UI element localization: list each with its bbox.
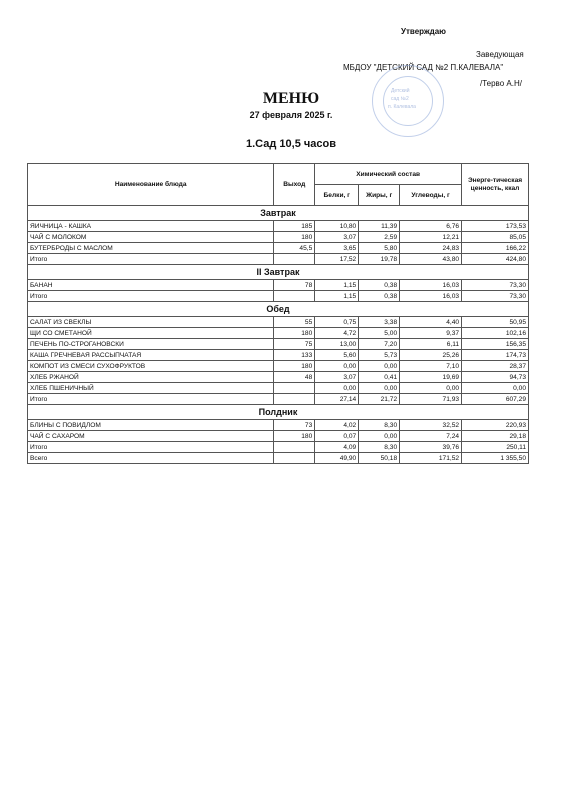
total-fat: 19,78 [359,254,400,265]
total-carbs: 39,76 [400,442,462,453]
dish-energy: 0,00 [462,383,529,394]
dish-protein: 0,75 [315,317,359,328]
total-protein: 17,52 [315,254,359,265]
section-header-row [28,206,529,221]
dish-protein: 0,07 [315,431,359,442]
dish-yield: 55 [274,317,315,328]
dish-carbs: 19,69 [400,372,462,383]
dish-energy: 220,93 [462,420,529,431]
dish-energy: 28,37 [462,361,529,372]
total-row [28,442,529,453]
dish-name: ЯИЧНИЦА - КАШКА [28,221,274,232]
dish-fat: 11,39 [359,221,400,232]
dish-yield: 78 [274,280,315,291]
dish-fat: 5,00 [359,328,400,339]
dish-energy: 174,73 [462,350,529,361]
total-fat: 21,72 [359,394,400,405]
dish-carbs: 6,11 [400,339,462,350]
dish-carbs: 7,10 [400,361,462,372]
stamp-line: п. Калевала [388,104,416,110]
total-label: Итого [28,442,274,453]
dish-yield: 180 [274,328,315,339]
total-yield [274,442,315,453]
dish-fat: 3,38 [359,317,400,328]
dish-yield: 75 [274,339,315,350]
dish-name: ХЛЕБ ПШЕНИЧНЫЙ [28,383,274,394]
header-protein: Белки, г [315,185,359,206]
table-row [28,232,529,243]
total-label: Итого [28,291,274,302]
total-energy: 250,11 [462,442,529,453]
grand-total-fat: 50,18 [359,453,400,464]
dish-energy: 102,16 [462,328,529,339]
approve-label: Утверждаю [401,27,446,36]
dish-yield: 133 [274,350,315,361]
dish-name: ПЕЧЕНЬ ПО-СТРОГАНОВСКИ [28,339,274,350]
position-label: Заведующая [476,50,524,59]
dish-yield [274,383,315,394]
menu-title: МЕНЮ [262,90,320,107]
total-fat: 0,38 [359,291,400,302]
dish-name: КОМПОТ ИЗ СМЕСИ СУХОФРУКТОВ [28,361,274,372]
total-row [28,291,529,302]
grand-total-row [28,453,529,464]
grand-total-carbs: 171,52 [400,453,462,464]
total-fat: 8,30 [359,442,400,453]
header-dish-name: Наименование блюда [28,164,274,206]
total-energy: 73,30 [462,291,529,302]
total-energy: 424,80 [462,254,529,265]
grand-total-protein: 49,90 [315,453,359,464]
dish-name: ЩИ СО СМЕТАНОЙ [28,328,274,339]
total-label: Итого [28,254,274,265]
dish-protein: 3,65 [315,243,359,254]
header-yield: Выход [274,164,315,206]
header-carbs: Углеводы, г [400,185,462,206]
dish-protein: 0,00 [315,361,359,372]
total-carbs: 43,80 [400,254,462,265]
dish-carbs: 12,21 [400,232,462,243]
dish-protein: 4,02 [315,420,359,431]
table-row [28,420,529,431]
menu-date: 27 февраля 2025 г. [249,110,333,120]
section-header-row [28,302,529,317]
table-row [28,317,529,328]
section-title: Полдник [28,405,529,420]
dish-name: БАНАН [28,280,274,291]
total-protein: 1,15 [315,291,359,302]
total-protein: 4,09 [315,442,359,453]
dish-protein: 13,00 [315,339,359,350]
section-header-row [28,265,529,280]
dish-name: ЧАЙ С МОЛОКОМ [28,232,274,243]
dish-name: САЛАТ ИЗ СВЕКЛЫ [28,317,274,328]
dish-fat: 2,59 [359,232,400,243]
table-row [28,328,529,339]
dish-protein: 1,15 [315,280,359,291]
table-row [28,339,529,350]
dish-fat: 7,20 [359,339,400,350]
dish-fat: 8,30 [359,420,400,431]
dish-energy: 85,05 [462,232,529,243]
dish-yield: 185 [274,221,315,232]
dish-carbs: 9,37 [400,328,462,339]
total-carbs: 16,03 [400,291,462,302]
dish-carbs: 6,76 [400,221,462,232]
total-yield [274,394,315,405]
total-row [28,254,529,265]
total-label: Итого [28,394,274,405]
table-row [28,280,529,291]
dish-yield: 73 [274,420,315,431]
dish-name: БУТЕРБРОДЫ С МАСЛОМ [28,243,274,254]
dish-yield: 180 [274,431,315,442]
header-fat: Жиры, г [359,185,400,206]
table-row [28,383,529,394]
table-row [28,243,529,254]
dish-protein: 3,07 [315,232,359,243]
menu-table [27,163,529,464]
dish-protein: 3,07 [315,372,359,383]
total-yield [274,291,315,302]
dish-fat: 5,73 [359,350,400,361]
table-row [28,221,529,232]
dish-energy: 173,53 [462,221,529,232]
table-row [28,372,529,383]
dish-energy: 166,22 [462,243,529,254]
dish-yield: 180 [274,232,315,243]
header-energy: Энерге-тическая ценность, ккал [462,164,529,206]
organization-label: МБДОУ "ДЕТСКИЙ САД №2 П.КАЛЕВАЛА" [343,63,504,72]
dish-carbs: 25,26 [400,350,462,361]
dish-energy: 73,30 [462,280,529,291]
dish-carbs: 24,83 [400,243,462,254]
dish-fat: 0,38 [359,280,400,291]
dish-carbs: 7,24 [400,431,462,442]
dish-fat: 0,00 [359,383,400,394]
section-header-row [28,405,529,420]
dish-carbs: 0,00 [400,383,462,394]
section-title: Обед [28,302,529,317]
dish-yield: 180 [274,361,315,372]
dish-energy: 50,95 [462,317,529,328]
dish-fat: 0,00 [359,431,400,442]
dish-carbs: 4,40 [400,317,462,328]
total-yield [274,254,315,265]
menu-subtitle: 1.Сад 10,5 часов [246,138,336,150]
total-energy: 607,29 [462,394,529,405]
dish-protein: 0,00 [315,383,359,394]
dish-name: ЧАЙ С САХАРОМ [28,431,274,442]
total-row [28,394,529,405]
dish-fat: 5,80 [359,243,400,254]
section-title: Завтрак [28,206,529,221]
stamp-line: сад №2 [391,96,409,102]
total-carbs: 71,93 [400,394,462,405]
dish-carbs: 16,03 [400,280,462,291]
dish-carbs: 32,52 [400,420,462,431]
dish-fat: 0,00 [359,361,400,372]
dish-yield: 45,5 [274,243,315,254]
menu-table-body [28,206,529,464]
dish-protein: 5,60 [315,350,359,361]
dish-energy: 29,18 [462,431,529,442]
grand-total-label: Всего [28,453,274,464]
header-chemical-composition: Химический состав [315,164,462,185]
total-protein: 27,14 [315,394,359,405]
dish-name: КАША ГРЕЧНЕВАЯ РАССЫПЧАТАЯ [28,350,274,361]
dish-fat: 0,41 [359,372,400,383]
table-row [28,431,529,442]
table-row [28,361,529,372]
grand-total-energy: 1 355,50 [462,453,529,464]
dish-protein: 10,80 [315,221,359,232]
signature-label: /Терво А.Н/ [480,79,522,88]
dish-name: ХЛЕБ РЖАНОЙ [28,372,274,383]
dish-name: БЛИНЫ С ПОВИДЛОМ [28,420,274,431]
section-title: II Завтрак [28,265,529,280]
dish-protein: 4,72 [315,328,359,339]
table-row [28,350,529,361]
grand-total-yield [274,453,315,464]
dish-energy: 94,73 [462,372,529,383]
dish-yield: 48 [274,372,315,383]
stamp-line: Детский [391,88,410,94]
dish-energy: 156,35 [462,339,529,350]
